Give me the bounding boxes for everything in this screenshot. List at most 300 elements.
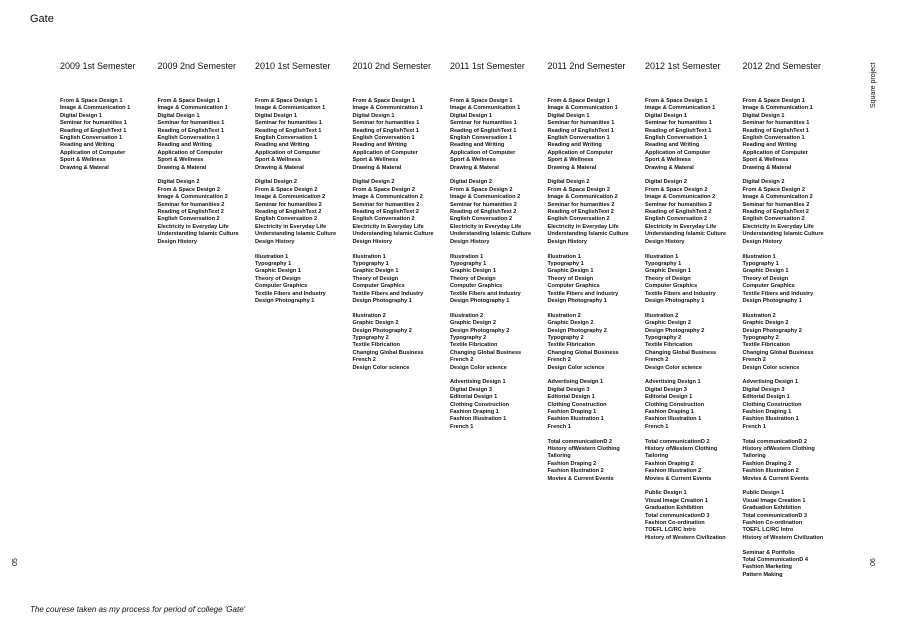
course-item: Reading of EnglishText 2 [742, 209, 809, 216]
course-item: English Conversation 2 [450, 216, 513, 223]
course-item: Changing Global Business [450, 349, 522, 356]
course-groups [60, 98, 157, 172]
course-item: Seminar for humanities 1 [547, 120, 615, 127]
course-item: Fashion Draping 1 [742, 409, 792, 415]
course-item: Fashion Draping 1 [450, 409, 499, 415]
course-item: Design History [547, 238, 587, 245]
course-item: Sport & Wellness [450, 157, 496, 164]
course-item: Design Photography 2 [742, 327, 802, 334]
course-item: Illustration 1 [352, 253, 386, 260]
course-group [548, 313, 645, 372]
course-item: Image & Communication 1 [352, 105, 423, 112]
course-item: Fashion Illustration 1 [450, 416, 507, 423]
course-item: Reading and Writing [645, 142, 700, 149]
course-item: Fashion Illustration 1 [742, 416, 799, 423]
course-item: Seminar for humanities 1 [742, 120, 810, 127]
course-item: Sport & Wellness [742, 157, 789, 164]
course-item: Reading of EnglishText 1 [255, 127, 322, 134]
course-item: Movies & Current Events [645, 475, 712, 482]
course-item: Graphic Design 1 [547, 268, 594, 275]
course-item: Design History [352, 238, 392, 245]
course-item: Changing Global Business [352, 349, 424, 356]
course-item: English Conversation 2 [742, 216, 805, 223]
course-item: French 1 [547, 423, 571, 430]
course-item: From & Space Design 1 [255, 98, 318, 104]
course-item: Drawing & Materal [352, 164, 402, 171]
course-item: Visual Image Creation 1 [645, 497, 709, 504]
course-item: Illustration 1 [742, 253, 776, 260]
course-item: Digital Design 2 [255, 179, 297, 186]
course-item: Computer Graphics [645, 283, 698, 290]
course-item: Tailoring [645, 453, 669, 460]
course-item: Advertising Design 1 [645, 379, 701, 386]
course-item: Image & Communication 2 [450, 194, 521, 201]
course-item: Total CommunicationD 4 [742, 557, 808, 564]
course-group [645, 379, 742, 431]
course-item: Reading of EnglishText 1 [157, 127, 224, 134]
course-item: Electricity in Everyday Life [645, 223, 717, 230]
semester-title: 2010 1st Semester [255, 61, 331, 71]
course-item: From & Space Design 1 [547, 98, 610, 104]
course-item: English Conversation 1 [450, 135, 513, 142]
course-group [743, 439, 840, 483]
course-item: Digital Design 1 [60, 112, 102, 119]
course-item: French 2 [352, 357, 376, 364]
course-item: Electricity in Everyday Life [255, 223, 327, 230]
course-item: Digital Design 2 [547, 179, 590, 186]
course-item: Typography 1 [352, 260, 389, 267]
course-item: English Conversation 1 [352, 135, 415, 142]
course-item: Graphic Design 1 [742, 268, 789, 275]
course-group [743, 313, 840, 372]
course-item: Movies & Current Events [547, 475, 614, 482]
course-item: Digital Design 2 [742, 179, 785, 186]
course-item: English Conversation 1 [547, 135, 610, 142]
course-item: Sport & Wellness [547, 157, 594, 164]
course-group [353, 98, 450, 172]
course-item: Digital Design 2 [157, 179, 200, 186]
course-item: Graduation Exhibition [645, 505, 704, 512]
course-item: Textile Fibers and Industry [645, 290, 716, 297]
course-group [743, 550, 840, 580]
course-item: Design Photography 1 [450, 297, 510, 304]
course-item: Seminar for humanities 1 [60, 120, 127, 127]
course-item: French 1 [450, 423, 474, 430]
course-group [255, 179, 352, 246]
course-item: Sport & Wellness [352, 157, 399, 164]
course-item: Illustration 2 [547, 312, 581, 319]
course-item: Theory of Design [547, 275, 594, 282]
course-group [645, 254, 742, 306]
course-item: Textile Fibers and Industry [255, 290, 326, 297]
course-item: Design Photography 1 [352, 297, 412, 304]
semester-title: 2011 2nd Semester [547, 61, 626, 71]
course-item: Fashion Draping 2 [645, 460, 694, 467]
course-item: Image & Communication 2 [157, 194, 228, 201]
course-item: Movies & Current Events [742, 475, 809, 482]
course-group [353, 313, 450, 372]
course-item: Illustration 2 [645, 312, 679, 319]
course-item: Editorial Design 1 [742, 394, 790, 401]
course-item: Digital Design 1 [450, 112, 492, 119]
course-item: Design Photography 2 [352, 327, 412, 334]
course-item: Seminar for humanities 2 [547, 201, 615, 208]
course-groups [158, 98, 255, 246]
course-item: Fashion Draping 1 [645, 409, 694, 415]
course-item: Electricity in Everyday Life [352, 223, 424, 230]
course-item: From & Space Design 2 [450, 186, 513, 193]
course-item: English Conversation 2 [645, 216, 708, 223]
course-group [645, 98, 742, 172]
course-item: English Conversation 1 [255, 135, 318, 142]
course-groups [353, 98, 450, 372]
course-item: Sport & Wellness [157, 157, 204, 164]
course-item: From & Space Design 1 [60, 98, 123, 104]
course-item: Typography 2 [742, 334, 779, 341]
course-item: Seminar for humanities 2 [157, 201, 225, 208]
course-item: Digital Design 1 [352, 112, 395, 119]
page-number-left: 05 [12, 558, 19, 566]
course-item: Textile Fibrication [742, 342, 790, 349]
course-item: Understanding Islamic Culture [547, 231, 629, 238]
course-item: Electricity in Everyday Life [157, 223, 229, 230]
course-item: Design Photography 2 [645, 327, 705, 334]
course-item: Theory of Design [352, 275, 399, 282]
course-group [450, 179, 547, 246]
course-item: Application of Computer [255, 149, 321, 156]
semester-column [743, 61, 840, 587]
course-item: Typography 2 [547, 334, 584, 341]
course-item: Textile Fibrication [547, 342, 595, 349]
course-item: Understanding Islamic Culture [352, 231, 434, 238]
course-item: Digital Design 1 [255, 112, 297, 119]
course-item: From & Space Design 1 [742, 98, 805, 104]
course-item: Reading of EnglishText 2 [450, 209, 517, 216]
course-item: Typography 1 [547, 260, 584, 267]
course-item: Design History [157, 238, 197, 245]
course-item: History ofWestern Clothing [547, 446, 620, 453]
course-item: Textile Fibrication [450, 342, 498, 349]
course-item: Graphic Design 2 [547, 320, 594, 327]
course-item: Drawing & Materal [60, 164, 109, 171]
course-item: Digital Design 2 [645, 179, 687, 186]
course-item: Understanding Islamic Culture [157, 231, 239, 238]
course-item: Illustration 1 [547, 253, 581, 260]
course-item: Reading and Writing [450, 142, 505, 149]
course-item: Public Design 1 [645, 490, 687, 497]
course-item: English Conversation 1 [60, 135, 123, 142]
course-item: Electricity in Everyday Life [450, 223, 522, 230]
course-group [645, 439, 742, 483]
course-item: Graphic Design 2 [645, 320, 692, 327]
course-group [158, 98, 255, 172]
course-item: Reading of EnglishText 1 [547, 127, 614, 134]
course-item: Computer Graphics [255, 283, 308, 290]
course-item: Design History [450, 238, 490, 245]
course-item: TOEFL LC/RC Intro [742, 527, 794, 534]
course-item: French 2 [742, 357, 766, 364]
course-item: Digital Design 3 [645, 386, 687, 393]
course-item: Seminar for humanities 2 [450, 201, 517, 208]
course-item: Graphic Design 1 [255, 268, 302, 275]
course-item: Fashion Illustration 2 [547, 468, 604, 475]
course-item: Illustration 2 [742, 312, 776, 319]
course-item: From & Space Design 2 [157, 186, 220, 193]
course-item: Design Photography 1 [255, 297, 315, 304]
course-item: Design Photography 2 [450, 327, 510, 334]
course-item: Sport & Wellness [60, 157, 106, 164]
course-item: Fashion Draping 1 [547, 409, 597, 415]
course-item: Visual Image Creation 1 [742, 497, 806, 504]
course-item: Graphic Design 2 [352, 320, 399, 327]
semester-column [158, 61, 255, 254]
course-item: Typography 1 [255, 260, 292, 267]
course-item: Fashion Co-ordination [645, 520, 705, 527]
course-item: Seminar for humanities 2 [742, 201, 810, 208]
course-item: Advertising Design 1 [547, 379, 604, 386]
course-item: Fashion Illustration 2 [645, 468, 702, 475]
semester-title: 2012 2nd Semester [742, 61, 822, 71]
course-item: Drawing & Materal [742, 164, 792, 171]
course-item: Reading of EnglishText 1 [742, 127, 809, 134]
course-item: Image & Communication 2 [255, 194, 326, 201]
page-title: Gate [30, 13, 54, 25]
course-item: Illustration 2 [450, 312, 484, 319]
course-item: Computer Graphics [450, 283, 503, 290]
course-item: Textile Fibers and Industry [450, 290, 521, 297]
course-item: Tailoring [742, 453, 766, 460]
course-item: Image & Communication 1 [547, 105, 618, 112]
course-group [450, 379, 547, 431]
course-item: Editorial Design 1 [645, 394, 693, 401]
course-item: Sport & Wellness [255, 157, 301, 164]
course-item: Total communicationD 2 [742, 438, 808, 445]
course-item: Application of Computer [157, 149, 223, 156]
course-group [743, 98, 840, 172]
semester-title: 2012 1st Semester [645, 61, 721, 71]
course-item: Application of Computer [547, 149, 613, 156]
course-item: Total communicationD 3 [645, 512, 710, 519]
course-item: Digital Design 1 [547, 112, 590, 119]
course-item: Reading and Writing [352, 142, 407, 149]
course-item: Reading and Writing [157, 142, 212, 149]
course-item: English Conversation 1 [742, 135, 805, 142]
course-item: TOEFL LC/RC Intro [645, 527, 696, 534]
course-item: English Conversation 2 [547, 216, 610, 223]
course-item: Fashion Co-ordination [742, 520, 803, 527]
course-item: Changing Global Business [645, 349, 717, 356]
course-item: History ofWestern Clothing [645, 446, 718, 453]
semester-column [255, 61, 352, 313]
course-groups [450, 98, 547, 431]
course-item: Sport & Wellness [645, 157, 691, 164]
course-item: From & Space Design 2 [352, 186, 415, 193]
course-item: French 2 [547, 357, 571, 364]
course-item: Graphic Design 2 [742, 320, 789, 327]
course-group [353, 179, 450, 246]
course-item: From & Space Design 1 [352, 98, 415, 104]
course-item: Pattern Making [742, 571, 783, 578]
course-item: Seminar for humanities 2 [255, 201, 322, 208]
course-item: Drawing & Materal [255, 164, 304, 171]
course-item: History ofWestern Clothing [742, 446, 815, 453]
course-group [255, 254, 352, 306]
course-group [548, 254, 645, 306]
course-item: Design History [645, 238, 685, 245]
course-item: Image & Communication 1 [157, 105, 228, 112]
course-item: Public Design 1 [742, 490, 785, 497]
course-item: Drawing & Materal [450, 164, 499, 171]
course-item: Fashion Marketing [742, 564, 792, 571]
course-group [743, 254, 840, 306]
course-item: Computer Graphics [742, 283, 795, 290]
course-group [645, 490, 742, 542]
course-item: Changing Global Business [742, 349, 814, 356]
course-item: Seminar for humanities 2 [352, 201, 420, 208]
course-item: Drawing & Materal [645, 164, 694, 171]
course-item: Application of Computer [450, 149, 516, 156]
course-item: Digital Design 3 [547, 386, 590, 393]
course-group [450, 98, 547, 172]
course-item: Graduation Exhibition [742, 505, 801, 512]
course-item: Total communicationD 2 [645, 438, 710, 445]
course-item: Graphic Design 1 [352, 268, 399, 275]
course-item: Illustration 1 [450, 253, 484, 260]
course-item: Typography 1 [742, 260, 779, 267]
course-item: Digital Design 1 [645, 112, 687, 119]
course-item: Application of Computer [742, 149, 808, 156]
course-group [548, 439, 645, 483]
course-item: Fashion Draping 2 [742, 460, 792, 467]
course-item: Seminar for humanities 1 [157, 120, 225, 127]
course-item: Design Photography 2 [547, 327, 607, 334]
course-item: From & Space Design 2 [547, 186, 610, 193]
course-item: Image & Communication 2 [742, 194, 813, 201]
side-project-label: Square project [870, 62, 877, 108]
course-item: Reading of EnglishText 1 [645, 127, 712, 134]
course-item: Seminar for humanities 2 [645, 201, 712, 208]
course-item: English Conversation 1 [157, 135, 220, 142]
course-item: Clothing Construction [742, 401, 802, 408]
course-group [743, 179, 840, 246]
course-item: Reading of EnglishText 2 [352, 209, 419, 216]
course-group [60, 98, 157, 172]
course-item: From & Space Design 1 [645, 98, 708, 104]
course-group [158, 179, 255, 246]
course-group [255, 98, 352, 172]
semester-column [450, 61, 547, 439]
course-item: Textile Fibrication [645, 342, 693, 349]
semester-title: 2010 2nd Semester [352, 61, 432, 71]
course-item: Advertising Design 1 [742, 379, 799, 386]
course-item: From & Space Design 2 [255, 186, 318, 193]
course-item: Typography 2 [352, 334, 389, 341]
course-item: Illustration 1 [645, 253, 679, 260]
course-item: Textile Fibrication [352, 342, 400, 349]
course-item: Design Color science [450, 364, 507, 371]
course-item: Design History [742, 238, 782, 245]
course-item: Drawing & Materal [547, 164, 597, 171]
course-item: Electricity in Everyday Life [742, 223, 814, 230]
course-item: Image & Communication 1 [255, 105, 326, 112]
course-item: Electricity in Everyday Life [547, 223, 619, 230]
course-groups [255, 98, 352, 305]
course-group [548, 98, 645, 172]
course-item: Graphic Design 1 [450, 268, 497, 275]
course-item: English Conversation 2 [352, 216, 415, 223]
course-item: English Conversation 2 [255, 216, 318, 223]
course-item: Image & Communication 2 [547, 194, 618, 201]
course-item: Digital Design 3 [742, 386, 785, 393]
course-item: Theory of Design [255, 275, 301, 282]
course-item: Editorial Design 1 [547, 394, 595, 401]
course-groups [645, 98, 742, 542]
course-item: Graphic Design 1 [645, 268, 692, 275]
course-item: Design Color science [547, 364, 605, 371]
course-item: Design Color science [742, 364, 800, 371]
course-item: Seminar for humanities 1 [645, 120, 712, 127]
semester-title: 2009 2nd Semester [157, 61, 237, 71]
course-item: Design Photography 1 [742, 297, 802, 304]
course-item: Reading of EnglishText 1 [352, 127, 419, 134]
course-item: Fashion Illustration 2 [742, 468, 799, 475]
semester-title: 2009 1st Semester [60, 61, 136, 71]
course-item: Understanding Islamic Culture [255, 231, 337, 238]
course-item: Application of Computer [60, 149, 126, 156]
course-item: French 1 [645, 423, 669, 430]
course-group [743, 379, 840, 431]
course-item: Reading of EnglishText 2 [645, 209, 712, 216]
course-item: Total communicationD 3 [742, 512, 808, 519]
course-item: Fashion Illustration 1 [645, 416, 702, 423]
course-item: Theory of Design [645, 275, 691, 282]
course-item: Design History [255, 238, 295, 245]
course-item: Textile Fibers and Industry [547, 290, 619, 297]
course-item: Drawing & Materal [157, 164, 207, 171]
course-item: Typography 1 [645, 260, 682, 267]
course-groups [743, 98, 840, 579]
course-item: From & Space Design 1 [157, 98, 220, 104]
course-item: Theory of Design [742, 275, 789, 282]
course-item: Illustration 2 [352, 312, 386, 319]
course-item: Digital Design 2 [352, 179, 395, 186]
course-item: Total communicationD 2 [547, 438, 613, 445]
course-item: French 2 [645, 357, 669, 364]
course-group [548, 179, 645, 246]
course-item: Reading of EnglishText 2 [547, 209, 614, 216]
course-item: Clothing Construction [450, 401, 510, 408]
course-item: Image & Communication 2 [352, 194, 423, 201]
course-item: Reading of EnglishText 1 [450, 127, 517, 134]
course-item: Digital Design 1 [157, 112, 200, 119]
course-item: Textile Fibers and Industry [352, 290, 424, 297]
course-item: Reading of EnglishText 1 [60, 127, 127, 134]
course-item: Reading and Writing [255, 142, 310, 149]
course-groups [548, 98, 645, 483]
semester-column [548, 61, 645, 490]
semester-title: 2011 1st Semester [450, 61, 525, 71]
course-item: Computer Graphics [547, 283, 600, 290]
course-item: Reading of EnglishText 2 [157, 209, 224, 216]
semester-column [353, 61, 450, 379]
course-item: Reading of EnglishText 2 [255, 209, 322, 216]
course-item: Design Color science [352, 364, 410, 371]
course-item: Typography 2 [450, 334, 487, 341]
course-item: Typography 1 [450, 260, 487, 267]
course-item: Design Photography 1 [547, 297, 607, 304]
course-item: Computer Graphics [352, 283, 405, 290]
course-item: English Conversation 2 [157, 216, 220, 223]
